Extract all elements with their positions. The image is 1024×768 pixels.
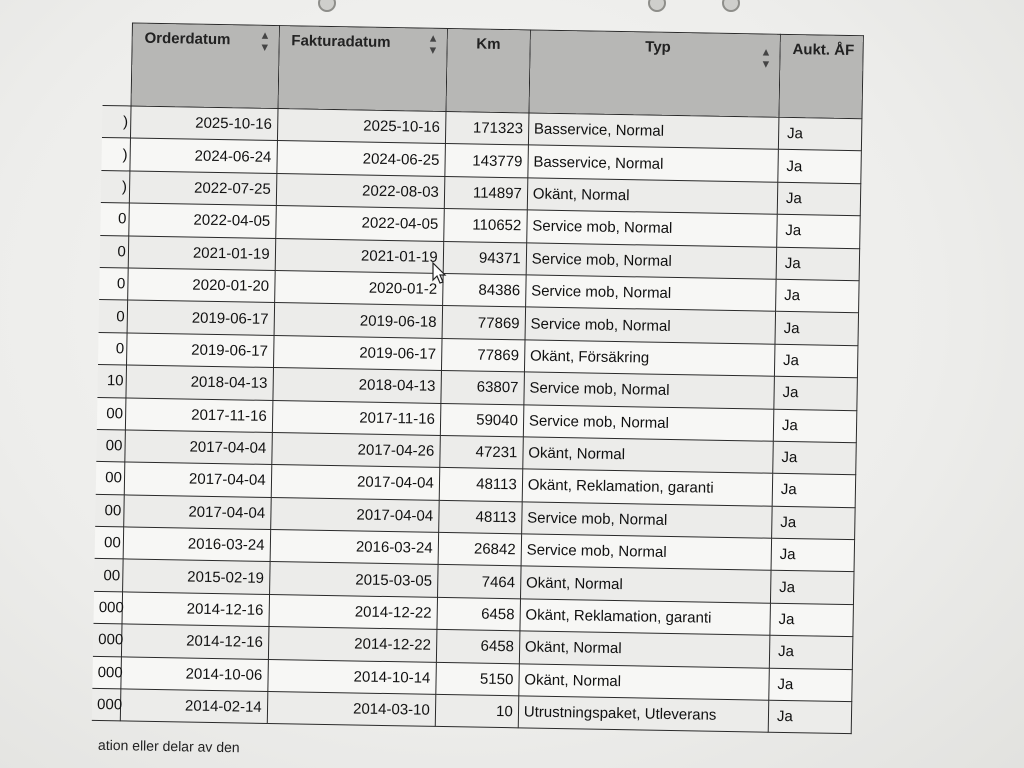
fakturadatum-cell: 2014-03-10 <box>267 691 436 726</box>
column-header-orderdatum[interactable] <box>131 23 279 109</box>
aukt-cell: Ja <box>771 538 855 572</box>
typ-cell: Service mob, Normal <box>525 307 776 344</box>
fakturadatum-cell: 2022-08-03 <box>276 173 445 208</box>
typ-label: Typ <box>645 38 671 56</box>
fakturadatum-cell: 2022-04-05 <box>275 206 444 241</box>
row-stub-cell: 00 <box>94 559 123 592</box>
row-stub-cell: 00 <box>95 527 124 560</box>
service-history-table <box>92 22 864 735</box>
typ-cell: Okänt, Försäkring <box>524 340 775 377</box>
fakturadatum-cell: 2014-10-14 <box>268 659 437 694</box>
service-history-table-wrapper <box>92 22 864 735</box>
aukt-cell: Ja <box>774 376 858 410</box>
km-cell: 63807 <box>441 371 525 405</box>
fakturadatum-cell: 2019-06-18 <box>274 303 443 338</box>
km-cell: 110652 <box>443 209 527 243</box>
table-header-row <box>103 22 864 118</box>
typ-cell: Utrustningspaket, Utleverans <box>518 696 769 733</box>
row-stub-cell: 000 <box>93 624 122 657</box>
km-cell: 114897 <box>444 176 528 210</box>
fakturadatum-cell: 2018-04-13 <box>273 368 442 403</box>
punch-hole <box>318 0 336 12</box>
fakturadatum-cell: 2024-06-25 <box>277 141 446 176</box>
typ-cell: Okänt, Reklamation, garanti <box>520 599 771 636</box>
column-header-typ[interactable] <box>529 30 781 117</box>
typ-cell: Service mob, Normal <box>527 210 778 247</box>
km-cell: 6458 <box>437 597 521 631</box>
row-stub-cell: 00 <box>96 429 125 462</box>
column-header-km[interactable] <box>446 28 530 112</box>
km-cell: 10 <box>435 694 519 728</box>
km-cell: 6458 <box>436 630 520 664</box>
sort-down-icon: ▼ <box>259 41 271 54</box>
orderdatum-cell: 2022-07-25 <box>129 171 276 206</box>
table-body <box>92 105 862 734</box>
row-stub-cell: 10 <box>97 365 126 398</box>
row-stub-cell: 0 <box>98 332 127 365</box>
row-stub-cell: 0 <box>100 235 129 268</box>
typ-cell: Okänt, Normal <box>523 437 774 474</box>
row-stub-cell: ) <box>101 138 130 171</box>
orderdatum-cell: 2016-03-24 <box>123 527 270 562</box>
fakturadatum-cell: 2020-01-2 <box>274 270 443 305</box>
km-cell: 47231 <box>440 435 524 469</box>
orderdatum-cell: 2015-02-19 <box>122 559 269 594</box>
km-cell: 77869 <box>441 338 525 372</box>
typ-cell: Service mob, Normal <box>521 502 772 539</box>
km-cell: 84386 <box>442 273 526 307</box>
aukt-cell: Ja <box>777 182 861 216</box>
typ-cell: Service mob, Normal <box>524 372 775 409</box>
aukt-cell: Ja <box>778 117 862 151</box>
orderdatum-cell: 2019-06-17 <box>126 333 273 368</box>
km-label: Km <box>476 35 501 53</box>
orderdatum-cell: 2017-04-04 <box>124 495 271 530</box>
fakturadatum-cell: 2021-01-19 <box>275 238 444 273</box>
fakturadatum-label: Fakturadatum <box>291 32 391 52</box>
mouse-pointer-icon <box>432 262 448 286</box>
aukt-cell: Ja <box>774 344 858 378</box>
aukt-cell: Ja <box>772 474 856 508</box>
row-stub-cell: 0 <box>99 300 128 333</box>
km-cell: 59040 <box>440 403 524 437</box>
fakturadatum-cell: 2017-04-26 <box>271 432 440 467</box>
orderdatum-cell: 2024-06-24 <box>130 138 277 173</box>
orderdatum-cell: 2018-04-13 <box>126 365 273 400</box>
km-cell: 77869 <box>442 306 526 340</box>
sort-up-icon: ▲ <box>259 29 271 42</box>
row-stub-cell: 000 <box>93 591 122 624</box>
orderdatum-cell: 2017-04-04 <box>124 462 271 497</box>
fakturadatum-cell: 2025-10-16 <box>277 109 446 144</box>
orderdatum-cell: 2022-04-05 <box>129 203 276 238</box>
aukt-cell: Ja <box>777 214 861 248</box>
punch-hole <box>722 0 740 12</box>
aukt-cell: Ja <box>769 668 853 702</box>
aukt-cell: Ja <box>776 247 860 281</box>
orderdatum-cell: 2014-10-06 <box>121 657 268 692</box>
column-header-aukt[interactable] <box>779 34 864 118</box>
fakturadatum-cell: 2014-12-22 <box>268 627 437 662</box>
orderdatum-cell: 2021-01-19 <box>128 236 275 271</box>
typ-cell: Service mob, Normal <box>523 404 774 441</box>
sort-up-icon: ▲ <box>760 46 772 59</box>
column-header-fakturadatum[interactable] <box>278 26 448 112</box>
typ-cell: Service mob, Normal <box>525 275 776 312</box>
km-cell: 143779 <box>445 144 529 178</box>
sort-down-icon: ▼ <box>427 44 439 57</box>
orderdatum-cell: 2017-04-04 <box>125 430 272 465</box>
row-stub-cell: 000 <box>92 688 121 721</box>
orderdatum-cell: 2020-01-20 <box>127 268 274 303</box>
km-cell: 7464 <box>437 565 521 599</box>
km-cell: 48113 <box>439 468 523 502</box>
typ-cell: Okänt, Normal <box>519 663 770 700</box>
orderdatum-label: Orderdatum <box>144 29 231 49</box>
footer-text: ation eller delar av den <box>97 736 240 756</box>
aukt-cell: Ja <box>775 279 859 313</box>
aukt-cell: Ja <box>772 506 856 540</box>
typ-cell: Okänt, Normal <box>519 631 770 668</box>
row-stub-cell: 000 <box>92 656 121 689</box>
fakturadatum-cell: 2016-03-24 <box>270 530 439 565</box>
typ-cell: Service mob, Normal <box>521 534 772 571</box>
aukt-cell: Ja <box>773 441 857 475</box>
orderdatum-cell: 2019-06-17 <box>127 300 274 335</box>
aukt-cell: Ja <box>769 635 853 669</box>
aukt-cell: Ja <box>773 409 857 443</box>
typ-cell: Okänt, Normal <box>520 566 771 603</box>
km-cell: 5150 <box>436 662 520 696</box>
typ-cell: Basservice, Normal <box>528 113 779 150</box>
typ-cell: Okänt, Reklamation, garanti <box>522 469 773 506</box>
sort-up-icon: ▲ <box>427 32 439 45</box>
row-stub-cell: ) <box>102 105 131 138</box>
row-stub-header <box>103 22 133 105</box>
fakturadatum-cell: 2017-04-04 <box>271 465 440 500</box>
km-cell: 94371 <box>443 241 527 275</box>
km-cell: 48113 <box>438 500 522 534</box>
fakturadatum-cell: 2017-04-04 <box>270 497 439 532</box>
km-cell: 26842 <box>438 532 522 566</box>
row-stub-cell: 00 <box>97 397 126 430</box>
aukt-cell: Ja <box>775 312 859 346</box>
orderdatum-cell: 2014-12-16 <box>121 624 268 659</box>
aukt-cell: Ja <box>770 571 854 605</box>
fakturadatum-cell: 2019-06-17 <box>273 335 442 370</box>
aukt-cell: Ja <box>770 603 854 637</box>
aukt-cell: Ja <box>778 150 862 184</box>
punch-hole <box>648 0 666 12</box>
orderdatum-cell: 2014-12-16 <box>122 592 269 627</box>
row-stub-cell: 0 <box>99 267 128 300</box>
orderdatum-cell: 2025-10-16 <box>130 106 277 141</box>
orderdatum-cell: 2014-02-14 <box>120 689 267 724</box>
typ-cell: Basservice, Normal <box>528 145 779 182</box>
fakturadatum-cell: 2017-11-16 <box>272 400 441 435</box>
row-stub-cell: ) <box>101 170 130 203</box>
orderdatum-cell: 2017-11-16 <box>125 397 272 432</box>
aukt-label: Aukt. ÅF <box>792 41 855 60</box>
sort-down-icon: ▼ <box>760 58 772 71</box>
fakturadatum-cell: 2015-03-05 <box>269 562 438 597</box>
fakturadatum-cell: 2014-12-22 <box>269 594 438 629</box>
row-stub-cell: 00 <box>95 494 124 527</box>
km-cell: 171323 <box>445 111 529 145</box>
row-stub-cell: 00 <box>96 462 125 495</box>
typ-cell: Service mob, Normal <box>526 242 777 279</box>
typ-cell: Okänt, Normal <box>527 178 778 215</box>
aukt-cell: Ja <box>768 700 852 734</box>
row-stub-cell: 0 <box>100 203 129 236</box>
